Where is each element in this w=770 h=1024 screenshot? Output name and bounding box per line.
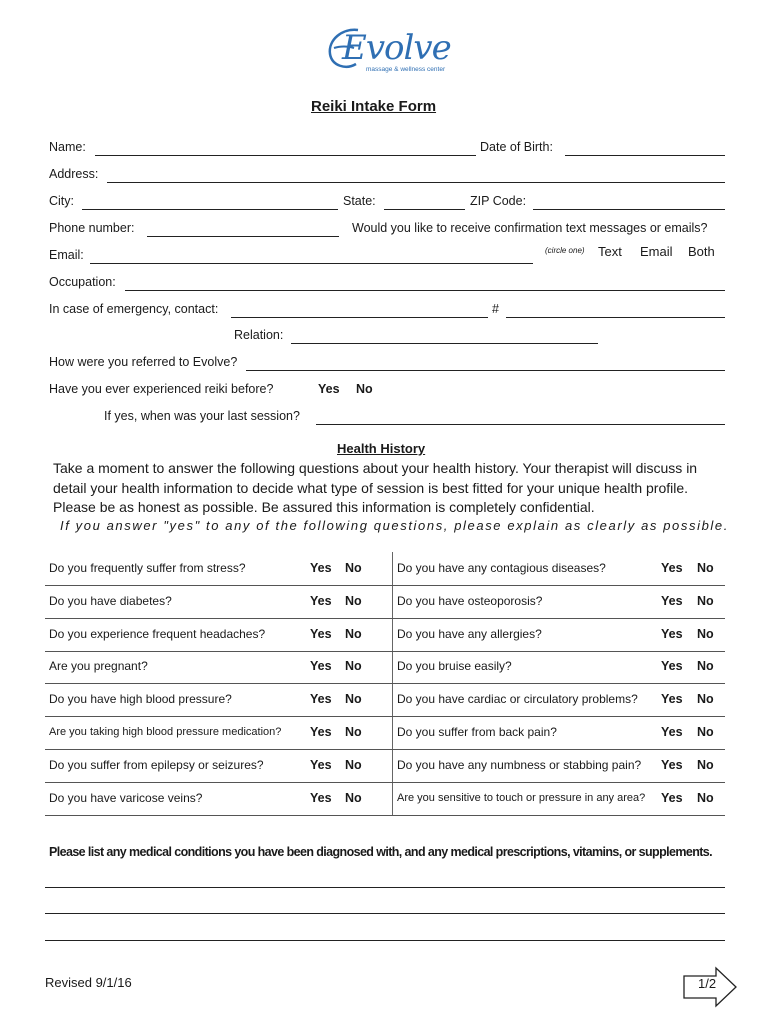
answer-yes-left[interactable]: Yes [310,593,332,608]
answer-no-left[interactable]: No [345,757,362,772]
dob-label: Date of Birth: [480,140,553,154]
reiki-yes[interactable]: Yes [318,382,340,396]
referred-label: How were you referred to Evolve? [49,355,238,369]
question-right: Do you suffer from back pain? [397,725,557,739]
table-row-divider [45,749,725,750]
city-label: City: [49,194,74,208]
answer-yes-left[interactable]: Yes [310,790,332,805]
phone-label: Phone number: [49,221,135,235]
answer-yes-right[interactable]: Yes [661,757,683,772]
table-row-divider [45,815,725,816]
name-field[interactable] [95,155,476,156]
revised-date: Revised 9/1/16 [45,975,132,990]
table-row-divider [45,683,725,684]
table-row-divider [45,618,725,619]
question-left: Are you pregnant? [49,659,148,674]
question-left: Are you taking high blood pressure medication? [49,726,282,738]
address-label: Address: [49,167,99,181]
conditions-instruction: Please list any medical conditions you have been diagnosed with, and any medical prescriptions, vitamins, or supplements. [49,845,713,859]
next-page-arrow[interactable] [682,966,738,1008]
occupation-label: Occupation: [49,275,116,289]
answer-yes-left[interactable]: Yes [310,692,332,707]
emergency-label: In case of emergency, contact: [49,302,219,316]
relation-label: Relation: [234,328,284,342]
answer-yes-left[interactable]: Yes [310,626,332,641]
city-field[interactable] [82,209,338,210]
table-row-divider [45,585,725,586]
health-intro: Take a moment to answer the following questions about your health history. Your therapist will discuss in detail your health information to decide what type of session is best fitted for your unique health profile. Please be as honest as possible. Be assured this information is completely confidential. [53,460,698,515]
hash-label: # [492,302,499,316]
health-italic-note: If you answer "yes" to any of the following questions, please explain as clearly as possible. [60,518,729,533]
emergency-phone-field[interactable] [506,317,725,318]
answer-no-left[interactable]: No [345,790,362,805]
answer-no-left[interactable]: No [345,692,362,707]
health-history-heading: Health History [337,441,426,456]
question-right: Are you sensitive to touch or pressure in any area? [397,791,646,804]
answer-yes-right[interactable]: Yes [661,561,683,575]
answer-no-left[interactable]: No [345,626,362,641]
question-left: Do you suffer from epilepsy or seizures? [49,757,264,772]
question-left: Do you have varicose veins? [49,790,203,805]
form-title: Reiki Intake Form [311,98,437,115]
state-label: State: [343,194,376,208]
dob-field[interactable] [565,155,725,156]
conditions-line-1[interactable] [45,887,725,888]
answer-yes-left[interactable]: Yes [310,757,332,772]
answer-no-left[interactable]: No [345,725,362,739]
answer-yes-right[interactable]: Yes [661,725,683,739]
conditions-line-3[interactable] [45,940,725,941]
conditions-line-2[interactable] [45,913,725,914]
answer-yes-left[interactable]: Yes [310,561,332,575]
zip-field[interactable] [533,209,725,210]
answer-no-left[interactable]: No [345,561,362,575]
circle-one-hint: (circle one) [545,246,585,255]
option-text[interactable]: Text [598,244,622,259]
question-right: Do you have any contagious diseases? [397,561,606,575]
option-email[interactable]: Email [640,244,673,259]
relation-field[interactable] [291,343,598,344]
email-field[interactable] [90,263,533,264]
answer-no-right[interactable]: No [697,725,714,739]
name-label: Name: [49,140,86,154]
answer-no-right[interactable]: No [697,593,714,608]
reiki-before-label: Have you ever experienced reiki before? [49,382,274,396]
last-session-field[interactable] [316,424,725,425]
question-left: Do you frequently suffer from stress? [49,561,246,575]
question-right: Do you have any numbness or stabbing pain? [397,757,642,772]
address-field[interactable] [107,182,725,183]
question-right: Do you have osteoporosis? [397,593,543,608]
zip-label: ZIP Code: [470,194,527,208]
answer-no-right[interactable]: No [697,790,714,805]
answer-yes-right[interactable]: Yes [661,593,683,608]
answer-no-right[interactable]: No [697,692,714,707]
table-row-divider [45,716,725,717]
question-right: Do you have cardiac or circulatory problems? [397,692,638,707]
confirm-question: Would you like to receive confirmation text messages or emails? [352,221,708,235]
phone-field[interactable] [147,236,339,237]
table-row-divider [45,782,725,783]
emergency-contact-field[interactable] [231,317,488,318]
evolve-logo [320,22,450,78]
referred-field[interactable] [246,370,725,371]
logo-tagline: massage & wellness center [366,66,446,73]
logo-wordmark: Evolve [342,28,451,68]
question-right: Do you bruise easily? [397,659,512,674]
option-both[interactable]: Both [688,244,715,259]
answer-no-left[interactable]: No [345,659,362,674]
question-left: Do you experience frequent headaches? [49,626,266,641]
occupation-field[interactable] [125,290,725,291]
state-field[interactable] [384,209,465,210]
answer-yes-right[interactable]: Yes [661,659,683,674]
table-row-divider [45,651,725,652]
answer-yes-right[interactable]: Yes [661,692,683,707]
answer-yes-left[interactable]: Yes [310,725,332,739]
question-right: Do you have any allergies? [397,626,542,641]
answer-yes-left[interactable]: Yes [310,659,332,674]
answer-no-right[interactable]: No [697,626,714,641]
answer-no-right[interactable]: No [697,561,714,575]
email-label: Email: [49,248,84,262]
page-number: 1/2 [698,976,717,991]
answer-yes-right[interactable]: Yes [661,790,683,805]
question-left: Do you have high blood pressure? [49,692,232,707]
answer-no-left[interactable]: No [345,593,362,608]
answer-yes-right[interactable]: Yes [661,626,683,641]
last-session-label: If yes, when was your last session? [104,409,300,423]
question-left: Do you have diabetes? [49,593,172,608]
answer-no-right[interactable]: No [697,659,714,674]
answer-no-right[interactable]: No [697,757,714,772]
reiki-no[interactable]: No [356,382,373,396]
